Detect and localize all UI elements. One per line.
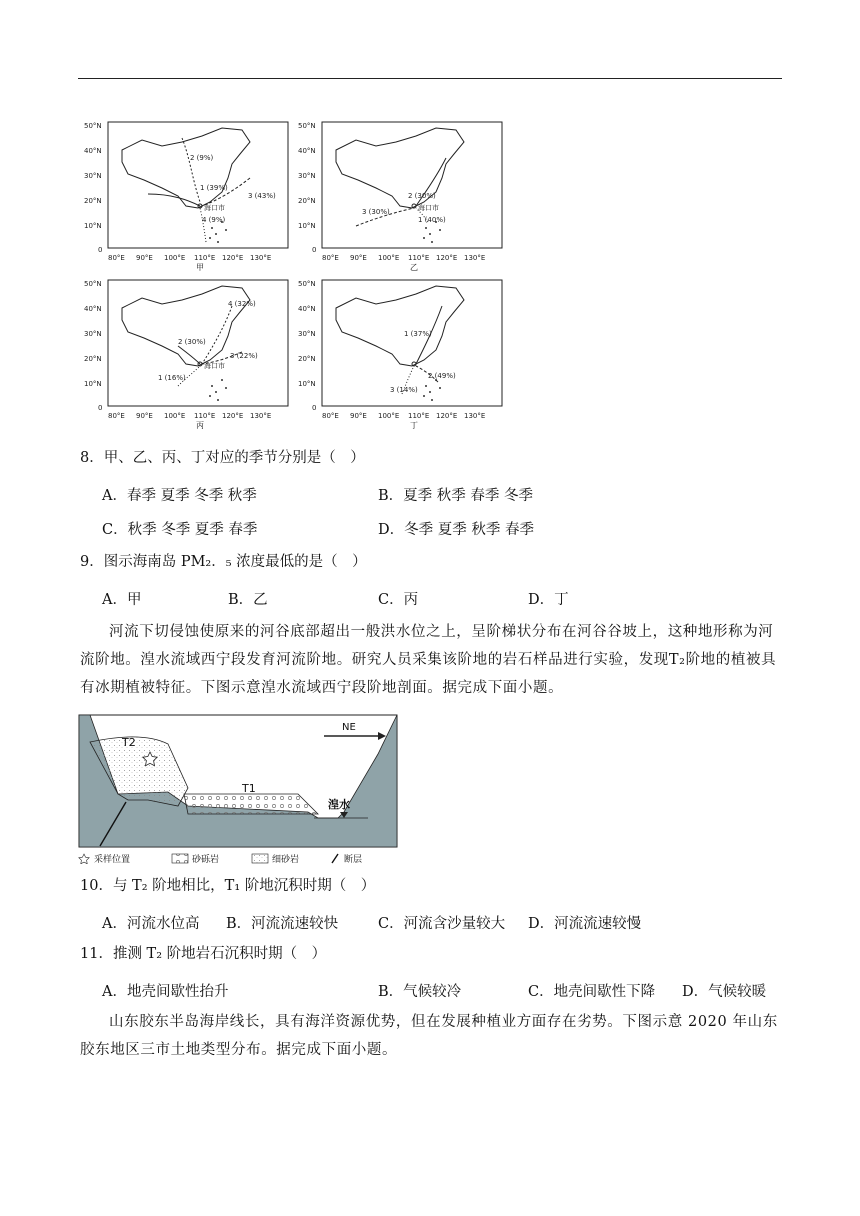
lat-tick: 20°N: [298, 197, 316, 205]
lat-tick: 40°N: [298, 147, 316, 155]
lon-tick: 120°E: [436, 254, 458, 262]
terrace-profile-figure: [78, 714, 398, 864]
lat-tick: 10°N: [84, 380, 102, 388]
q9-stem: 9．图示海南岛 PM₂．₅ 浓度最低的是（ ）: [80, 554, 367, 570]
lat-tick: 50°N: [84, 280, 102, 288]
legend-item: 断层: [344, 855, 363, 864]
route-label: 2 (30%): [178, 338, 206, 346]
city-label: 海口市: [418, 204, 439, 212]
route-label: 3 (22%): [230, 352, 258, 360]
legend-item: 细砂岩: [272, 855, 300, 864]
lat-tick: 10°N: [298, 222, 316, 230]
route-label: 3 (14%): [390, 386, 418, 394]
lat-tick: 10°N: [84, 222, 102, 230]
q9-option-d[interactable]: D．丁: [528, 592, 569, 608]
lat-tick: 10°N: [298, 380, 316, 388]
map-panel-jia: [82, 118, 292, 276]
route-label: 2 (49%): [428, 372, 456, 380]
lat-tick: 0: [98, 246, 103, 254]
lat-tick: 30°N: [298, 330, 316, 338]
map-label: 乙: [410, 263, 418, 272]
lat-tick: 40°N: [84, 147, 102, 155]
q10-option-a[interactable]: A．河流水位高: [102, 916, 200, 932]
lon-tick: 110°E: [408, 254, 430, 262]
lon-tick: 80°E: [108, 412, 125, 420]
route-label: 2 (9%): [190, 154, 214, 162]
lon-tick: 120°E: [222, 254, 244, 262]
route-label: 4 (9%): [202, 216, 226, 224]
q10-stem: 10．与 T₂ 阶地相比，T₁ 阶地沉积时期（ ）: [80, 878, 376, 894]
direction-label: NE: [342, 722, 356, 733]
q8-option-b[interactable]: B．夏季 秋季 春季 冬季: [378, 488, 533, 504]
q8-option-a[interactable]: A．春季 夏季 冬季 秋季: [102, 488, 257, 504]
map-label: 甲: [196, 263, 204, 272]
lon-tick: 130°E: [464, 254, 486, 262]
q11-option-a[interactable]: A．地壳间歇性抬升: [102, 984, 229, 1000]
route-label: 1 (40%): [418, 216, 446, 224]
lon-tick: 130°E: [250, 254, 272, 262]
map-label: 丙: [196, 421, 204, 430]
q10-option-d[interactable]: D．河流流速较慢: [528, 916, 642, 932]
t1-label: T1: [242, 782, 256, 795]
q9-option-a[interactable]: A．甲: [102, 592, 142, 608]
city-label: 海口市: [204, 362, 225, 370]
q10-option-c[interactable]: C．河流含沙量较大: [378, 916, 506, 932]
lat-tick: 20°N: [298, 355, 316, 363]
lat-tick: 40°N: [84, 305, 102, 313]
lon-tick: 100°E: [164, 254, 186, 262]
q11-option-b[interactable]: B．气候较冷: [378, 984, 462, 1000]
route-label: 4 (32%): [228, 300, 256, 308]
lon-tick: 100°E: [378, 254, 400, 262]
lat-tick: 40°N: [298, 305, 316, 313]
q8-option-c[interactable]: C．秋季 冬季 夏季 春季: [102, 522, 258, 538]
lon-tick: 110°E: [194, 412, 216, 420]
q11-option-d[interactable]: D．气候较暖: [682, 984, 767, 1000]
lon-tick: 90°E: [350, 254, 367, 262]
lon-tick: 90°E: [136, 254, 153, 262]
lat-tick: 20°N: [84, 197, 102, 205]
lat-tick: 0: [312, 246, 317, 254]
river-label: 湟水: [328, 798, 350, 811]
lon-tick: 120°E: [222, 412, 244, 420]
lat-tick: 0: [312, 404, 317, 412]
legend-item: 砂砾岩: [192, 855, 220, 864]
lon-tick: 90°E: [136, 412, 153, 420]
route-label: 2 (30%): [408, 192, 436, 200]
t2-label: T2: [122, 736, 136, 749]
map-panel-yi: [296, 118, 506, 276]
city-label: 海口市: [204, 204, 225, 212]
passage-jiaodong: 山东胶东半岛海岸线长，具有海洋资源优势，但在发展种植业方面存在劣势。下图示意 2020 年山东胶东地区三市土地类型分布。据完成下面小题。: [80, 1014, 778, 1058]
q10-option-b[interactable]: B．河流流速较快: [226, 916, 339, 932]
lon-tick: 80°E: [322, 412, 339, 420]
lat-tick: 30°N: [84, 172, 102, 180]
q11-option-c[interactable]: C．地壳间歇性下降: [528, 984, 656, 1000]
q8-stem: 8．甲、乙、丙、丁对应的季节分别是（ ）: [80, 450, 365, 466]
lat-tick: 0: [98, 404, 103, 412]
legend-star-icon: [79, 854, 89, 864]
route-label: 1 (37%): [404, 330, 432, 338]
lon-tick: 120°E: [436, 412, 458, 420]
q8-option-d[interactable]: D．冬季 夏季 秋季 春季: [378, 522, 534, 538]
lon-tick: 100°E: [164, 412, 186, 420]
lat-tick: 50°N: [298, 280, 316, 288]
air-flow-maps: [82, 118, 502, 434]
lon-tick: 130°E: [464, 412, 486, 420]
lat-tick: 50°N: [298, 122, 316, 130]
route-label: 3 (43%): [248, 192, 276, 200]
lat-tick: 20°N: [84, 355, 102, 363]
map-panel-bing: [82, 276, 292, 434]
route-label: 1 (16%): [158, 374, 186, 382]
header-rule: [78, 78, 782, 79]
q11-stem: 11．推测 T₂ 阶地岩石沉积时期（ ）: [80, 946, 327, 962]
q9-option-b[interactable]: B．乙: [228, 592, 268, 608]
lat-tick: 30°N: [84, 330, 102, 338]
lon-tick: 80°E: [322, 254, 339, 262]
q9-option-c[interactable]: C．丙: [378, 592, 419, 608]
lon-tick: 90°E: [350, 412, 367, 420]
route-label: 3 (30%): [362, 208, 390, 216]
lon-tick: 80°E: [108, 254, 125, 262]
lon-tick: 130°E: [250, 412, 272, 420]
lat-tick: 50°N: [84, 122, 102, 130]
route-label: 1 (39%): [200, 184, 228, 192]
lat-tick: 30°N: [298, 172, 316, 180]
passage-river-terrace: 河流下切侵蚀使原来的河谷底部超出一般洪水位之上，呈阶梯状分布在河谷谷坡上，这种地形称为河流阶地。湟水流域西宁段发育河流阶地。研究人员采集该阶地的岩石样品进行实验，发现T₂阶地的植被具有冰期植被特征。下图示意湟水流域西宁段阶地剖面。据完成下面小题。: [80, 624, 777, 696]
map-label: 丁: [410, 421, 418, 430]
map-panel-ding: [296, 276, 506, 434]
lon-tick: 110°E: [408, 412, 430, 420]
lon-tick: 110°E: [194, 254, 216, 262]
lon-tick: 100°E: [378, 412, 400, 420]
legend-item: 采样位置: [94, 855, 131, 864]
